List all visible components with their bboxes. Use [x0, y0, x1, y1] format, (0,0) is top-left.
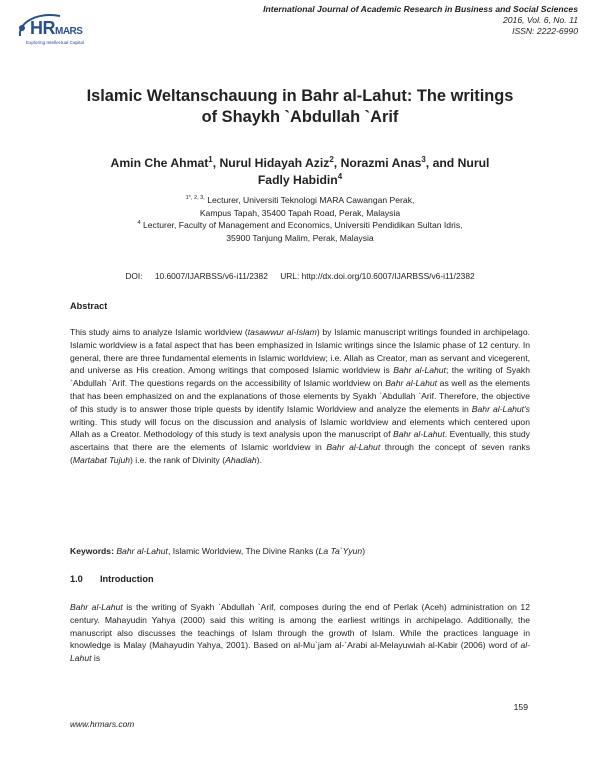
journal-name: International Journal of Academic Research in Business and Social Sciences	[263, 4, 578, 14]
author-list: Amin Che Ahmat$^1$, Nurul Hidayah Aziz$^2$, Norazmi Anas$^3$, and Nurul Fadly Habidin$^4$	[110, 154, 490, 187]
abstract-body: This study aims to analyze Islamic worldview (tasawwur al-Islam) by Islamic manuscript writings founded in archipelago. Islamic worldview is a fatal aspect that has been emphasized in Islamic writings since the Islamic phase of 12 century. In general, there are three fundamental elements in Islamic worldview; i.e. Allah as Creator, man as servant and vicegerent, and universe as His creation. Among writings that composed Islamic worldview is Bahr al-Lahut; the writing of Syakh `Abdullah `Arif. The questions regards on the accessibility of Islamic worldview on Bahr al-Lahut as well as the elements that has been emphasized on and the explanations of those elements by Syakh `Abdullah `Arif. Therefore, the objective of this study is to answer those triple quests by identify Islamic Worldview and analyze the elements in Bahr al-Lahut's writing. This study will focus on the discussion and analysis of Islamic worldview and elements which centered upon Allah as a Creator. Methodology of this study is text analysis upon the manuscript of Bahr al-Lahut. Eventually, this study ascertains that there are the elements of Islamic worldview in Bahr al-Lahut through the concept of seven ranks (Martabat Tujuh) i.e. the rank of Divinity (Ahadiah).	[70, 327, 530, 465]
paper-title	[60, 86, 540, 128]
affiliations: $^{1*, 2, 3,}$ Lecturer, Universiti Teknologi MARA Cawangan Perak, Kampus Tapah, 35400 Tapah Road, Perak, Malaysia $^4$ Lecturer, Faculty of Management and Economics, Universiti Pendidikan Sultan Idris, 35900 Tanjung Malim, Perak, Malaysia	[137, 195, 463, 243]
page-number: 159	[513, 702, 528, 712]
logo-wordmark: HRMARS	[30, 18, 83, 38]
introduction-body: Bahr al-Lahut is the writing of Syakh `Abdullah `Arif, composes during the end of Perlak (Aceh) administration on 12 century. Mahayudin Yahya (2000) said this writing is among the earliest writings in archipelago. Additionally, the manuscript also discusses the teachings of Islam through the growth of Islam. While the practices language in knowledge is Malay (Mahayudin Yahya, 2001). Based on al-Mu`jam al-`Arabi al-Melayuwiah al-Kabir (2006) word of al-Lahut is	[70, 602, 530, 664]
introduction-heading: 1.0 Introduction	[70, 574, 154, 584]
url-label: URL:	[280, 271, 300, 281]
journal-volume: 2016, Vol. 6, No. 11	[502, 15, 578, 25]
title-line-2: of Shaykh `Abdullah `Arif	[201, 108, 399, 126]
logo-tagline: Exploring Intellectual Capital	[26, 40, 84, 45]
url-link[interactable]: http://dx.doi.org/10.6007/IJARBSS/v6-i11/2382	[301, 271, 475, 281]
journal-issn: ISSN: 2222-6990	[512, 26, 578, 36]
abstract-heading: Abstract	[70, 301, 108, 311]
footer-website[interactable]: www.hrmars.com	[70, 719, 135, 729]
keywords: Keywords: Bahr al-Lahut, Islamic Worldview, The Divine Ranks (La Ta`Yyun)	[70, 546, 366, 556]
doi-label: DOI:	[125, 271, 143, 281]
doi-link[interactable]: 10.6007/IJARBSS/v6-i11/2382	[154, 271, 268, 281]
hrmars-logo	[14, 10, 84, 52]
doi-line	[80, 271, 520, 281]
journal-header	[263, 4, 578, 37]
title-line-1: Islamic Weltanschauung in Bahr al-Lahut: The writings	[86, 87, 514, 105]
